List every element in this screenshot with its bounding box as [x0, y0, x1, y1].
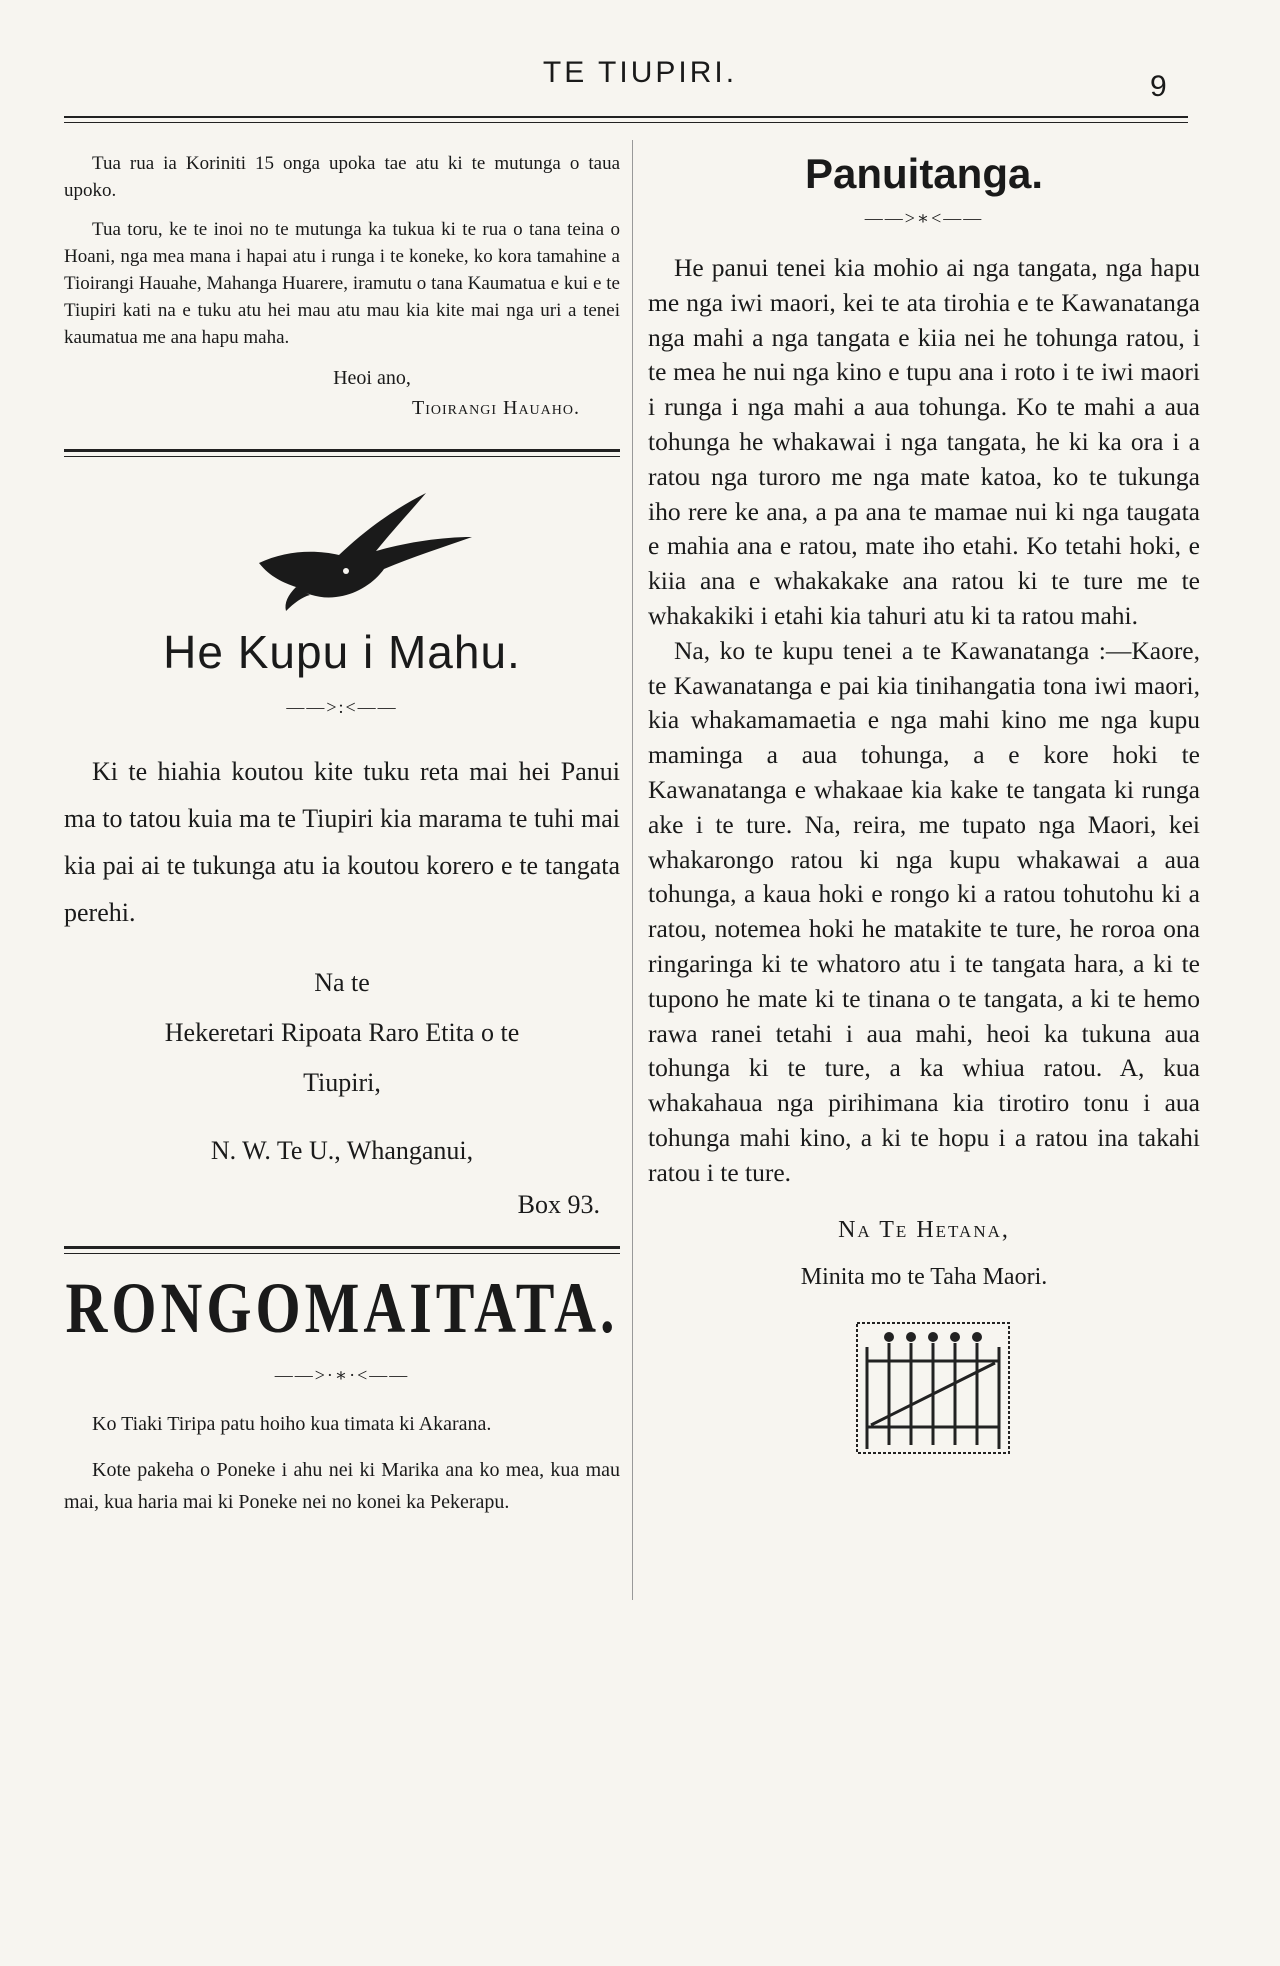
signoff-na-te: Na te	[314, 968, 370, 997]
signoff-box: Box 93.	[517, 1190, 600, 1219]
swallow-icon	[244, 491, 474, 611]
column-divider	[632, 140, 633, 1600]
signoff-hekeretari: Hekeretari Ripoata Raro Etita o te	[164, 1018, 520, 1047]
rongo-ornament: ——>·∗·<——	[274, 1365, 410, 1385]
heading-ornament: ——>:<——	[286, 697, 398, 717]
section-rule-2-thin	[64, 1253, 620, 1254]
section-rule-thin	[64, 456, 620, 457]
panui-ornament: ——>∗<——	[864, 208, 984, 228]
rongo-paragraph-2: Kote pakeha o Poneke i ahu nei ki Marika ana ko mea, kua mau mai, kua haria mai ki Poneke nei no konei ka Pekerapu.	[64, 1459, 620, 1513]
left-paragraph-2: Tua toru, ke te inoi no te mutunga ka tukua ki te rua o tana teina o Hoani, nga mea mana i hapai atu i runga i te koneke, ko kora tamahine a Tioirangi Hauahe, Mahanga Huarere, iramutu o tana Kaumatua e kui e te Tiupiri kati na e tuku atu hei mau atu mau kia kite mai nga uri a tenei kaumatua me ana hapu maha.	[64, 219, 620, 348]
running-head: TE TIUPIRI.	[542, 56, 738, 89]
heading-he-kupu-i-mahu: He Kupu i Mahu.	[163, 626, 521, 678]
kupu-body: Ki te hiahia koutou kite tuku reta mai hei Panui ma to tatou kuia ma te Tiupiri kia marama te tuhi mai kia pai ai te tukunga atu ia koutou korero e te tangata perehi.	[64, 757, 620, 927]
page-number: 9	[1150, 70, 1167, 103]
left-signoff: Heoi ano,	[333, 367, 411, 389]
right-column	[648, 150, 1200, 1457]
signoff-address: N. W. Te U., Whanganui,	[210, 1136, 474, 1165]
panui-signature-title: Minita mo te Taha Maori.	[800, 1263, 1048, 1290]
header-rule-bottom	[64, 122, 1188, 123]
panui-signature: Na Te Hetana,	[838, 1216, 1010, 1243]
section-rule-2	[64, 1246, 620, 1249]
panui-paragraph-2: Na, ko te kupu tenei a te Kawanatanga :—Kaore, te Kawanatanga e pai kia tinihangatia tona iwi maori, kia whakamamaetia e nga mahi kino me nga kupu maminga a aua tohunga, a e kore hoki te Kawanatanga e whakaae kia kake te tangata ki runga ake i te ture. Na, reira, me tupato nga Maori, kei whakarongo ratou ki nga kupu whakawai a aua tohunga, a kaua hoki e rongo ki a ratou tohutohu ki a ratou, notemea hoki he matakite te ture, he roroa ona ringaringa ki te whatoro atu i te tangata hara, a ki te tupono he mate ki te tinana o te tangata, a ki te hemo rawa ranei tetahi i aua mahi, heoi ka tukuna aua tohunga ki te ture, a ka whiua ratou. A, kua whakahaua nga pirihimana kia tirotiro tonu i aua tohunga mahi kino, a ki te hopu i a ratou ina takahi ratou i te ture.	[648, 635, 1200, 1187]
left-column	[64, 150, 620, 1518]
left-paragraph-1: Tua rua ia Koriniti 15 onga upoka tae atu ki te mutunga o taua upoko.	[64, 153, 620, 201]
section-rule	[64, 449, 620, 452]
gate-icon	[853, 1317, 1013, 1457]
heading-panuitanga: Panuitanga.	[804, 150, 1044, 197]
left-signature: Tioirangi Hauaho.	[412, 397, 580, 419]
rongo-paragraph-1: Ko Tiaki Tiripa patu hoiho kua timata ki Akarana.	[92, 1413, 492, 1435]
header-rule-top	[64, 116, 1188, 118]
signoff-tiupiri: Tiupiri,	[303, 1068, 381, 1097]
heading-rongomaitata: RONGOMAITATA.	[65, 1266, 619, 1349]
panui-paragraph-1: He panui tenei kia mohio ai nga tangata, nga hapu me nga iwi maori, kei te ata tirohia e te Kawanatanga nga mahi a nga tangata e kiia nei he tohunga ratou, i te mea he nui nga kino e tupu ana i roto i te iwi maori i runga i nga mahi a aua tohunga. Ko te mahi a aua tohunga he whakawai i nga tangata, he ki ka ora i a ratou nga turoro me nga mate katoa, ko te tukunga iho rere ke ana, a pa ana te mamae nui ki nga taugata e mahia ana e ratou, mate iho etahi. Ko tetahi hoki, e kiia ana e whakakake ana ratou ki te ture me te whakakiki i etahi kia tahuri atu ki ta ratou mahi.	[648, 253, 1200, 630]
